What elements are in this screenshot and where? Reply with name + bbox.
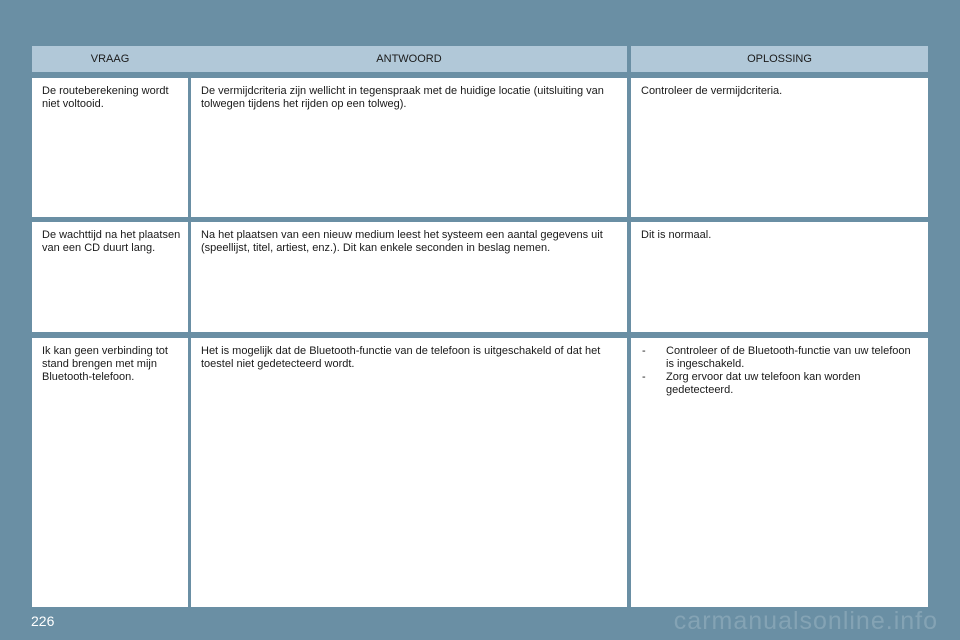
row2-answer: Na het plaatsen van een nieuw medium leest het systeem een aantal gegevens uit (speellijst, titel, artiest, enz.). Dit kan enkele seconden in beslag nemen. (191, 222, 627, 332)
row1-question: De routeberekening wordt niet voltooid. (32, 78, 188, 217)
solution-list (641, 345, 918, 397)
header-antwoord: ANTWOORD (191, 46, 627, 72)
row1-answer: De vermijdcriteria zijn wellicht in tegenspraak met de huidige locatie (uitsluiting van tolwegen tijdens het rijden op een tolweg). (191, 78, 627, 217)
header-oplossing: OPLOSSING (631, 46, 928, 72)
row3-question: Ik kan geen verbinding tot stand brengen met mijn Bluetooth-telefoon. (32, 338, 188, 607)
header-vraag: VRAAG (32, 46, 194, 72)
page-number: 226 (31, 613, 55, 629)
row3-answer: Het is mogelijk dat de Bluetooth-functie van de telefoon is uitgeschakeld of dat het toestel niet gedetecteerd wordt. (191, 338, 627, 607)
row1-solution: Controleer de vermijdcriteria. (631, 78, 928, 217)
solution-list-item: - Zorg ervoor dat uw telefoon kan worden gedetecteerd. (641, 371, 918, 397)
solution-list-item: - Controleer of de Bluetooth-functie van uw telefoon is ingeschakeld. (641, 345, 918, 371)
row2-question: De wachttijd na het plaatsen van een CD duurt lang. (32, 222, 188, 332)
watermark: carmanualsonline.info (673, 607, 938, 635)
row3-solution (631, 338, 928, 607)
row2-solution: Dit is normaal. (631, 222, 928, 332)
